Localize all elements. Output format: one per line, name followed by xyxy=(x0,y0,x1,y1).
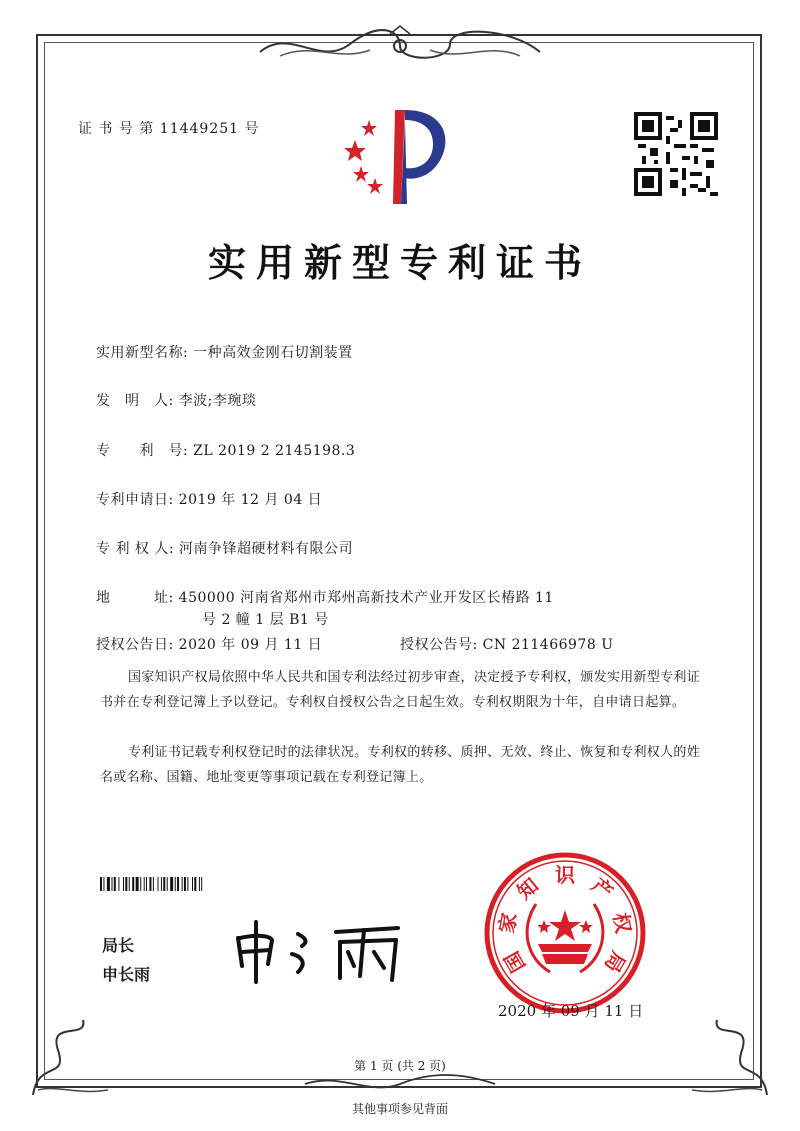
address-label: 地 址: xyxy=(96,590,174,606)
top-ornament xyxy=(250,22,550,70)
footer-note: 其他事项参见背面 xyxy=(351,1102,448,1116)
inventor-label: 发 明 人: xyxy=(96,393,174,409)
signatory-name: 申长雨 xyxy=(102,965,151,984)
utility-model-name-value: 一种高效金刚石切割装置 xyxy=(193,345,353,361)
grant-date-value: 2020 年 09 月 11 日 xyxy=(178,637,323,653)
handwritten-signature xyxy=(228,916,408,986)
seal-char: 权 xyxy=(608,910,636,935)
bottom-center-ornament xyxy=(300,1072,500,1096)
patent-number-value: ZL 2019 2 2145198.3 xyxy=(193,443,356,459)
address-line-1: 450000 河南省郑州市郑州高新技术产业开发区长椿路 11 xyxy=(178,590,554,606)
grant-number-value: CN 211466978 U xyxy=(482,637,614,653)
official-seal xyxy=(480,848,650,1018)
address-row xyxy=(96,587,554,607)
address-line-2: 号 2 幢 1 层 B1 号 xyxy=(202,612,329,628)
barcode xyxy=(100,877,300,891)
seal-char: 产 xyxy=(586,872,618,905)
seal-char: 家 xyxy=(494,910,522,935)
body-paragraph-2: 专利证书记载专利权登记时的法律状况。专利权的转移、质押、无效、终止、恢复和专利权人的姓名或名称、国籍、地址变更等事项记载在专利登记簿上。 xyxy=(100,745,700,785)
filing-date-row xyxy=(96,489,322,509)
seal-char: 识 xyxy=(555,863,575,887)
grant-number-row xyxy=(400,634,614,654)
seal-char: 局 xyxy=(599,947,631,977)
filing-date-value: 2019 年 12 月 04 日 xyxy=(178,492,323,508)
grant-number-label: 授权公告号: xyxy=(400,637,478,653)
bottom-right-ornament xyxy=(682,1010,772,1100)
seal-char: 国 xyxy=(499,947,531,977)
patent-number-label: 专 利 号: xyxy=(96,443,189,459)
inventor-row xyxy=(96,390,256,410)
grant-date-row xyxy=(96,634,322,654)
certificate-number: 证 书 号 第 11449251 号 xyxy=(78,121,260,137)
patentee-row xyxy=(96,538,353,558)
inventor-value: 李波;李琬琰 xyxy=(178,393,257,409)
utility-model-name-label: 实用新型名称: xyxy=(96,345,189,361)
page-number: 第 1 页 (共 2 页) xyxy=(354,1059,446,1073)
patentee-value: 河南争锋超硬材料有限公司 xyxy=(179,541,354,557)
qr-code xyxy=(634,112,718,196)
certificate-title: 实用新型专利证书 xyxy=(207,241,592,285)
bottom-left-ornament xyxy=(28,1010,118,1100)
utility-model-name-row xyxy=(96,342,353,362)
patent-number-row xyxy=(96,440,355,460)
seal-char: 知 xyxy=(512,872,544,905)
signatory-role: 局长 xyxy=(102,936,135,955)
patentee-label: 专 利 权 人: xyxy=(96,541,175,557)
grant-date-label: 授权公告日: xyxy=(96,637,174,653)
body-paragraph-1: 国家知识产权局依照中华人民共和国专利法经过初步审查，决定授予专利权，颁发实用新型专利证书并在专利登记簿上予以登记。专利权自授权公告之日起生效。专利权期限为十年，自申请日起算。 xyxy=(100,670,700,710)
filing-date-label: 专利申请日: xyxy=(96,492,174,508)
cnipa-logo xyxy=(335,100,455,210)
seal-date: 2020 年 09 月 11 日 xyxy=(498,1002,644,1020)
